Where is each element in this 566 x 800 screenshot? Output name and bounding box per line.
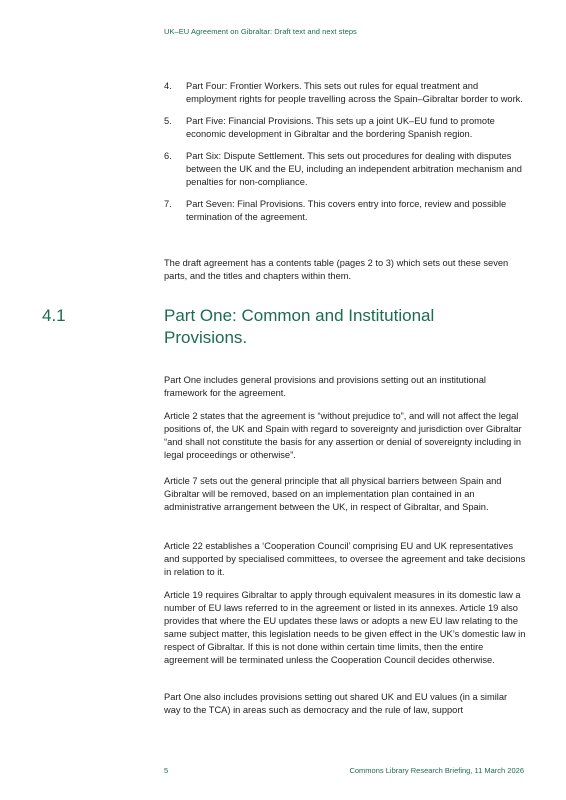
footer-source: Commons Library Research Briefing, 11 March 2026	[349, 766, 524, 775]
list-item-number: 7.	[164, 199, 172, 209]
numbered-list	[164, 80, 526, 233]
page-number: 5	[164, 766, 169, 775]
list-item	[164, 150, 526, 189]
intro-paragraph: The draft agreement has a contents table (pages 2 to 3) which sets out these seven parts, and the titles and chapters within them.	[164, 258, 509, 281]
list-item-number: 4.	[164, 81, 172, 91]
paragraph: Article 7 sets out the general principle that all physical barriers between Spain and Gibraltar will be removed, based on an implementation plan contained in an administrative arrangement between the UK, in respect of Gibraltar, and Spain.	[164, 476, 502, 512]
paragraph: Article 19 requires Gibraltar to apply through equivalent measures in its domestic law a number of EU laws referred to in the agreement or listed in its annexes. Article 19 also provides that where the EU updates these laws or adopts a new EU law relating to the same subject matter, this legislation needs to be given effect in the UK’s domestic law in respect of Gibraltar. If this is not done within certain time limits, then the entire agreement will be terminated unless the Cooperation Council decides otherwise.	[164, 590, 526, 665]
paragraph: Part One includes general provisions and provisions setting out an institutional framework for the agreement.	[164, 375, 486, 398]
list-item-text: Part Five: Financial Provisions. This sets up a joint UK–EU fund to promote economic development in Gibraltar and the bordering Spanish region.	[186, 116, 495, 139]
list-item-text: Part Four: Frontier Workers. This sets out rules for equal treatment and employment rights for people travelling across the Spain–Gibraltar border to work.	[186, 81, 523, 104]
list-item-number: 5.	[164, 116, 172, 126]
paragraph: Part One also includes provisions setting out shared UK and EU values (in a similar way to the TCA) in areas such as democracy and the rule of law, support	[164, 692, 508, 715]
list-item-text: Part Six: Dispute Settlement. This sets out procedures for dealing with disputes between the UK and the EU, including an independent arbitration mechanism and penalties for non-compliance.	[186, 151, 522, 187]
list-item	[164, 80, 526, 106]
running-head: UK–EU Agreement on Gibraltar: Draft text and next steps	[164, 27, 357, 36]
list-item	[164, 115, 526, 141]
list-item-text: Part Seven: Final Provisions. This covers entry into force, review and possible termination of the agreement.	[186, 199, 507, 222]
list-item	[164, 198, 526, 224]
list-item-number: 6.	[164, 151, 172, 161]
paragraph: Article 22 establishes a ‘Cooperation Council’ comprising EU and UK representatives and supported by specialised committees, to oversee the agreement and take decisions in relation to it.	[164, 541, 526, 577]
section-number: 4.1	[42, 306, 66, 325]
section-title: Part One: Common and Institutional Provisions.	[164, 306, 435, 347]
paragraph: Article 2 states that the agreement is “without prejudice to”, and will not affect the legal positions of, the UK and Spain with regard to sovereignty and jurisdiction over Gibraltar “and shall not constitute the basis for any assertion or denial of sovereignty including in legal proceedings or otherwise”.	[164, 411, 522, 460]
